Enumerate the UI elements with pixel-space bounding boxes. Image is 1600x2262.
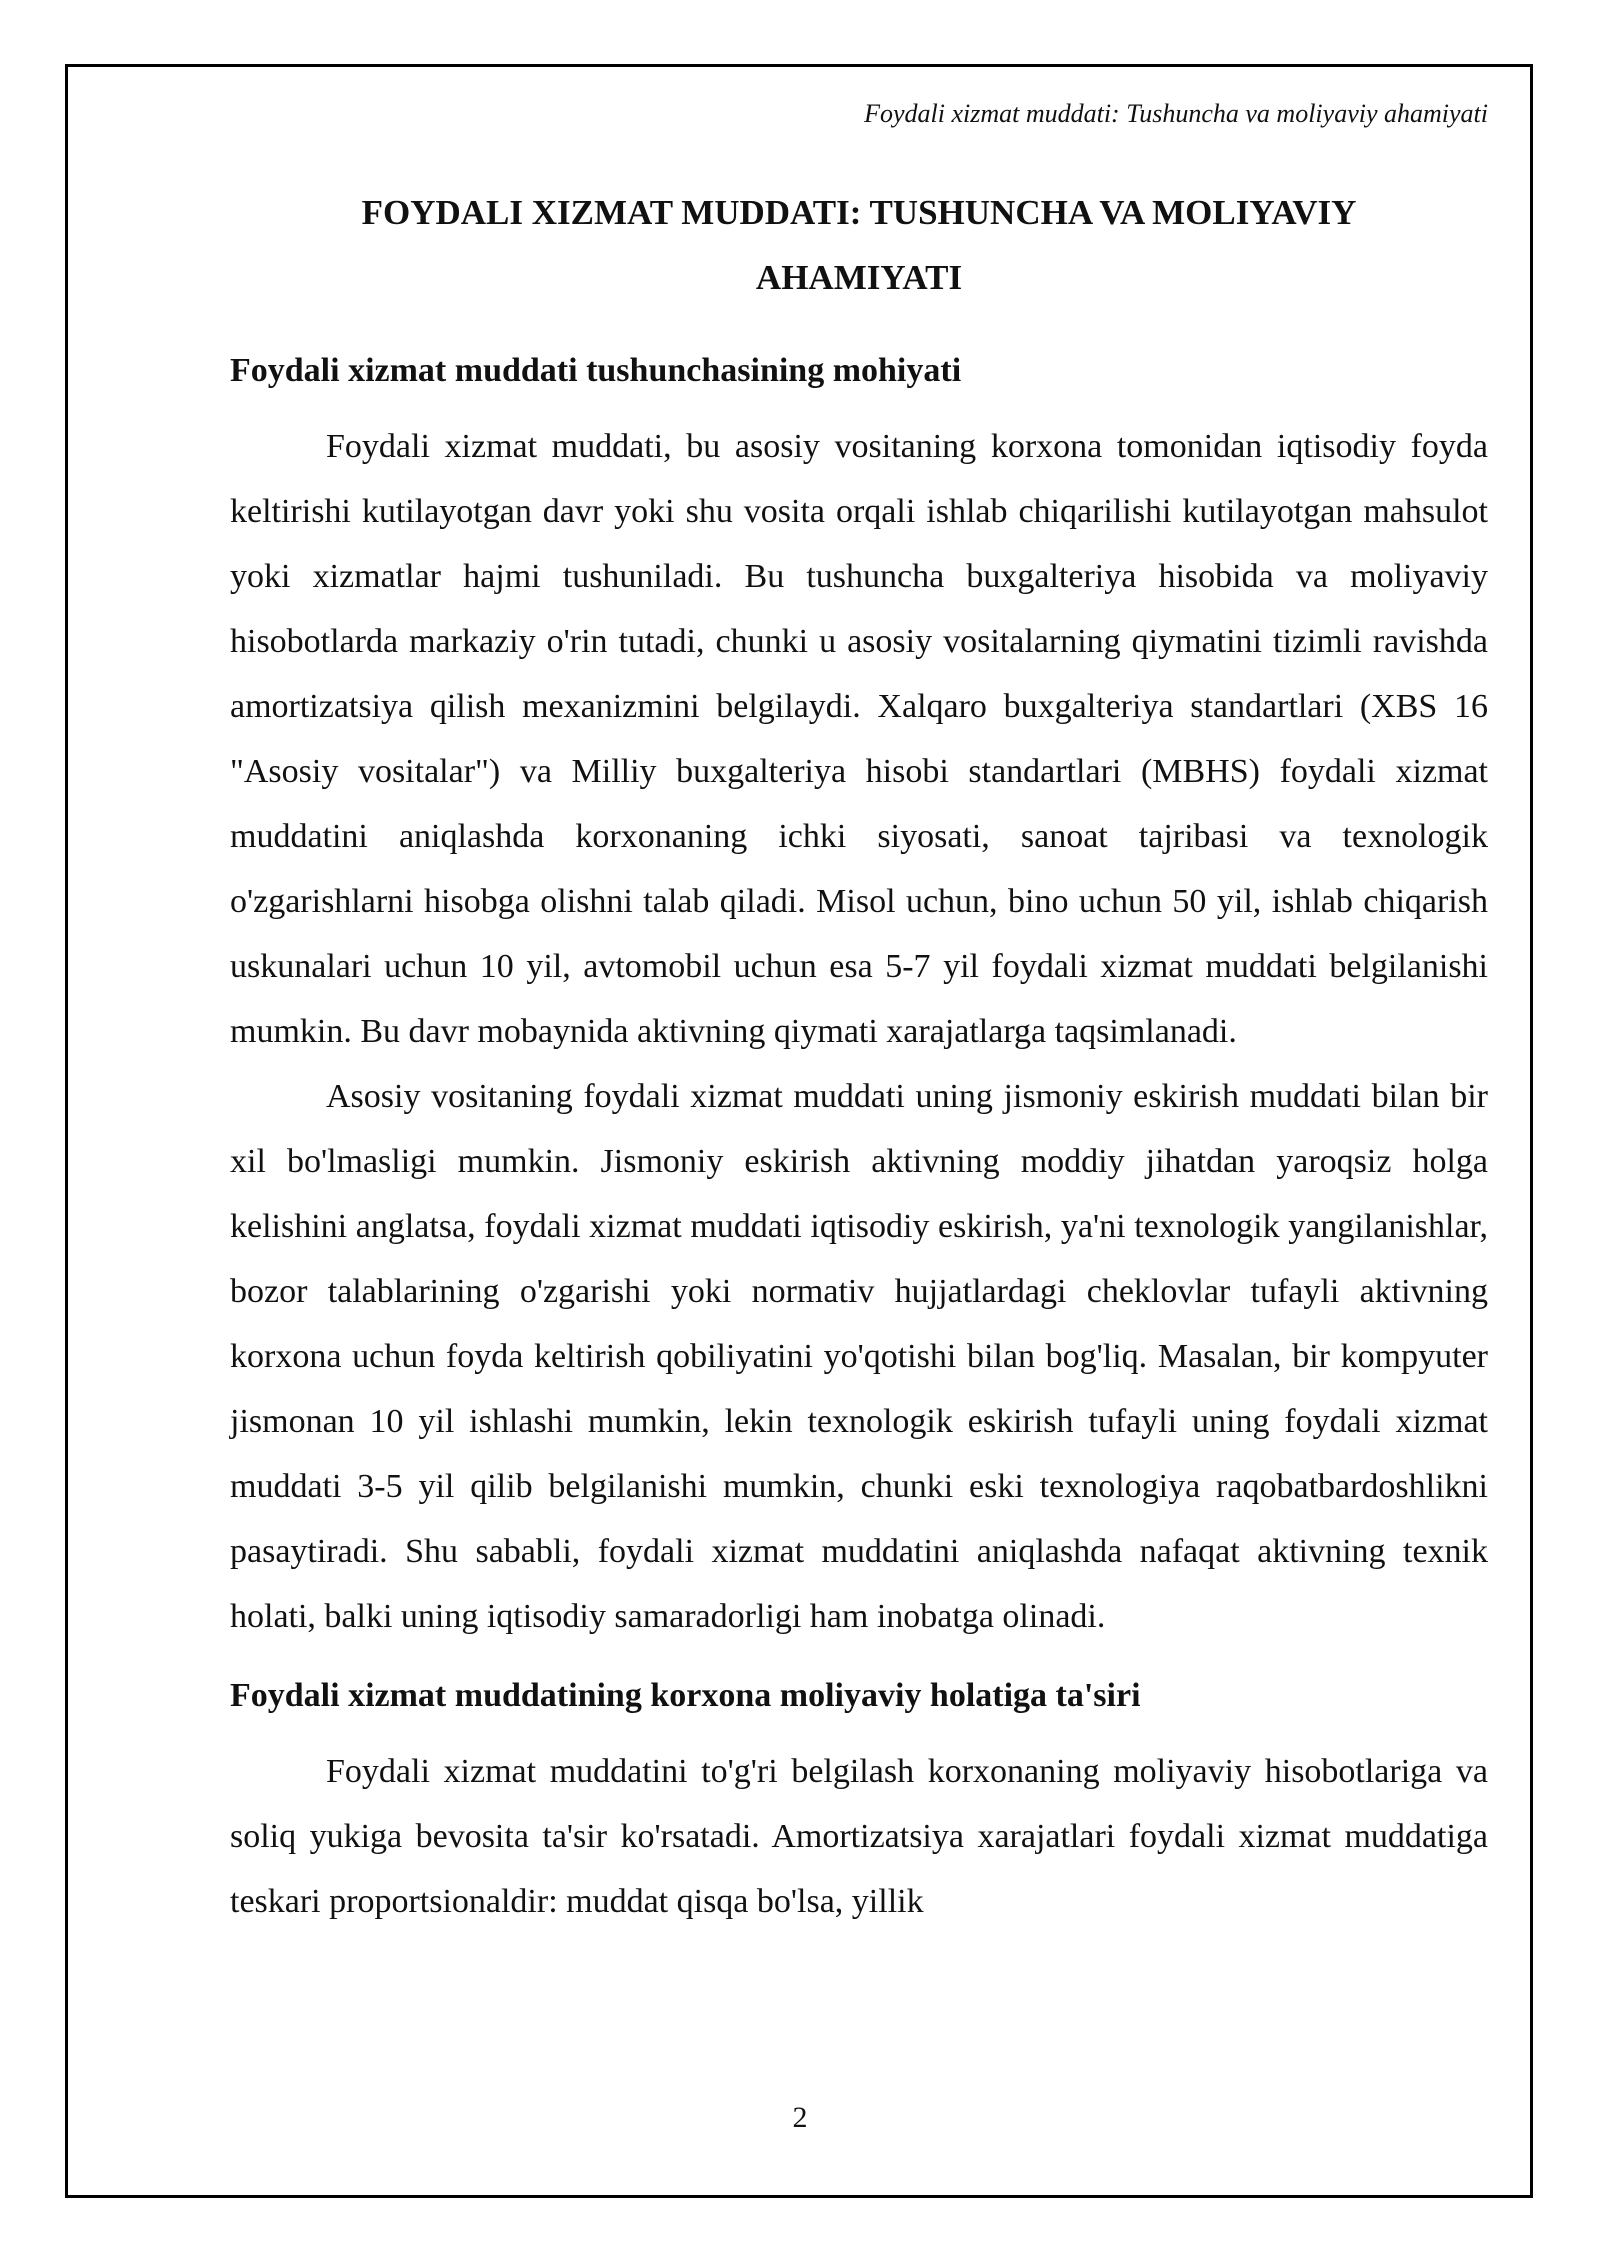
paragraph: Asosiy vositaning foydali xizmat muddati uning jismoniy eskirish muddati bilan bir xil bo'lmasligi mumkin. Jismoniy eskirish aktivning moddiy jihatdan yaroqsiz holga kelishini anglatsa, foydali xizmat muddati iqtisodiy eskirish, ya'ni texnologik yangilanishlar, bozor talablarining o'zgarishi yoki normativ hujjatlardagi cheklovlar tufayli aktivning korxona uchun foyda keltirish qobiliyatini yo'qotishi bilan bog'liq. Masalan, bir kompyuter jismonan 10 yil ishlashi mumkin, lekin texnologik eskirish tufayli uning foydali xizmat muddati 3-5 yil qilib belgilanishi mumkin, chunki eski texnologiya raqobatbardoshlikni pasaytiradi. Shu sababli, foydali xizmat muddatini aniqlashda nafaqat aktivning texnik holati, balki uning iqtisodiy samaradorligi ham inobatga olinadi. bbox=[230, 1078, 1488, 1635]
paragraph: Foydali xizmat muddati, bu asosiy vositaning korxona tomonidan iqtisodiy foyda keltirishi kutilayotgan davr yoki shu vosita orqali ishlab chiqarilishi kutilayotgan mahsulot yoki xizmatlar hajmi tushuniladi. Bu tushuncha buxgalteriya hisobida va moliyaviy hisobotlarda markaziy o'rin tutadi, chunki u asosiy vositalarning qiymatini tizimli ravishda amortizatsiya qilish mexanizmini belgilaydi. Xalqaro buxgalteriya standartlari (XBS 16 "Asosiy vositalar") va Milliy buxgalteriya hisobi standartlari (MBHS) foydali xizmat muddatini aniqlashda korxonaning ichki siyosati, sanoat tajribasi va texnologik o'zgarishlarni hisobga olishni talab qiladi. Misol uchun, bino uchun 50 yil, ishlab chiqarish uskunalari uchun 10 yil, avtomobil uchun esa 5-7 yil foydali xizmat muddati belgilanishi mumkin. Bu davr mobaynida aktivning qiymati xarajatlarga taqsimlanadi. bbox=[230, 428, 1488, 1050]
page-number: 2 bbox=[792, 2101, 808, 2134]
section-heading: Foydali xizmat muddatining korxona moliyaviy holatiga ta'siri bbox=[230, 1677, 1141, 1714]
section-heading: Foydali xizmat muddati tushunchasining mohiyati bbox=[230, 352, 962, 389]
document-title: FOYDALI XIZMAT MUDDATI: TUSHUNCHA VA MOLIYAVIY AHAMIYATI bbox=[361, 193, 1357, 297]
document-body bbox=[230, 180, 1488, 1934]
running-header: Foydali xizmat muddati: Tushuncha va moliyaviy ahamiyati bbox=[864, 99, 1488, 128]
paragraph: Foydali xizmat muddatini to'g'ri belgilash korxonaning moliyaviy hisobotlariga va soliq yukiga bevosita ta'sir ko'rsatadi. Amortizatsiya xarajatlari foydali xizmat muddatiga teskari proportsionaldir: muddat qisqa bo'lsa, yillik bbox=[230, 1753, 1488, 1920]
